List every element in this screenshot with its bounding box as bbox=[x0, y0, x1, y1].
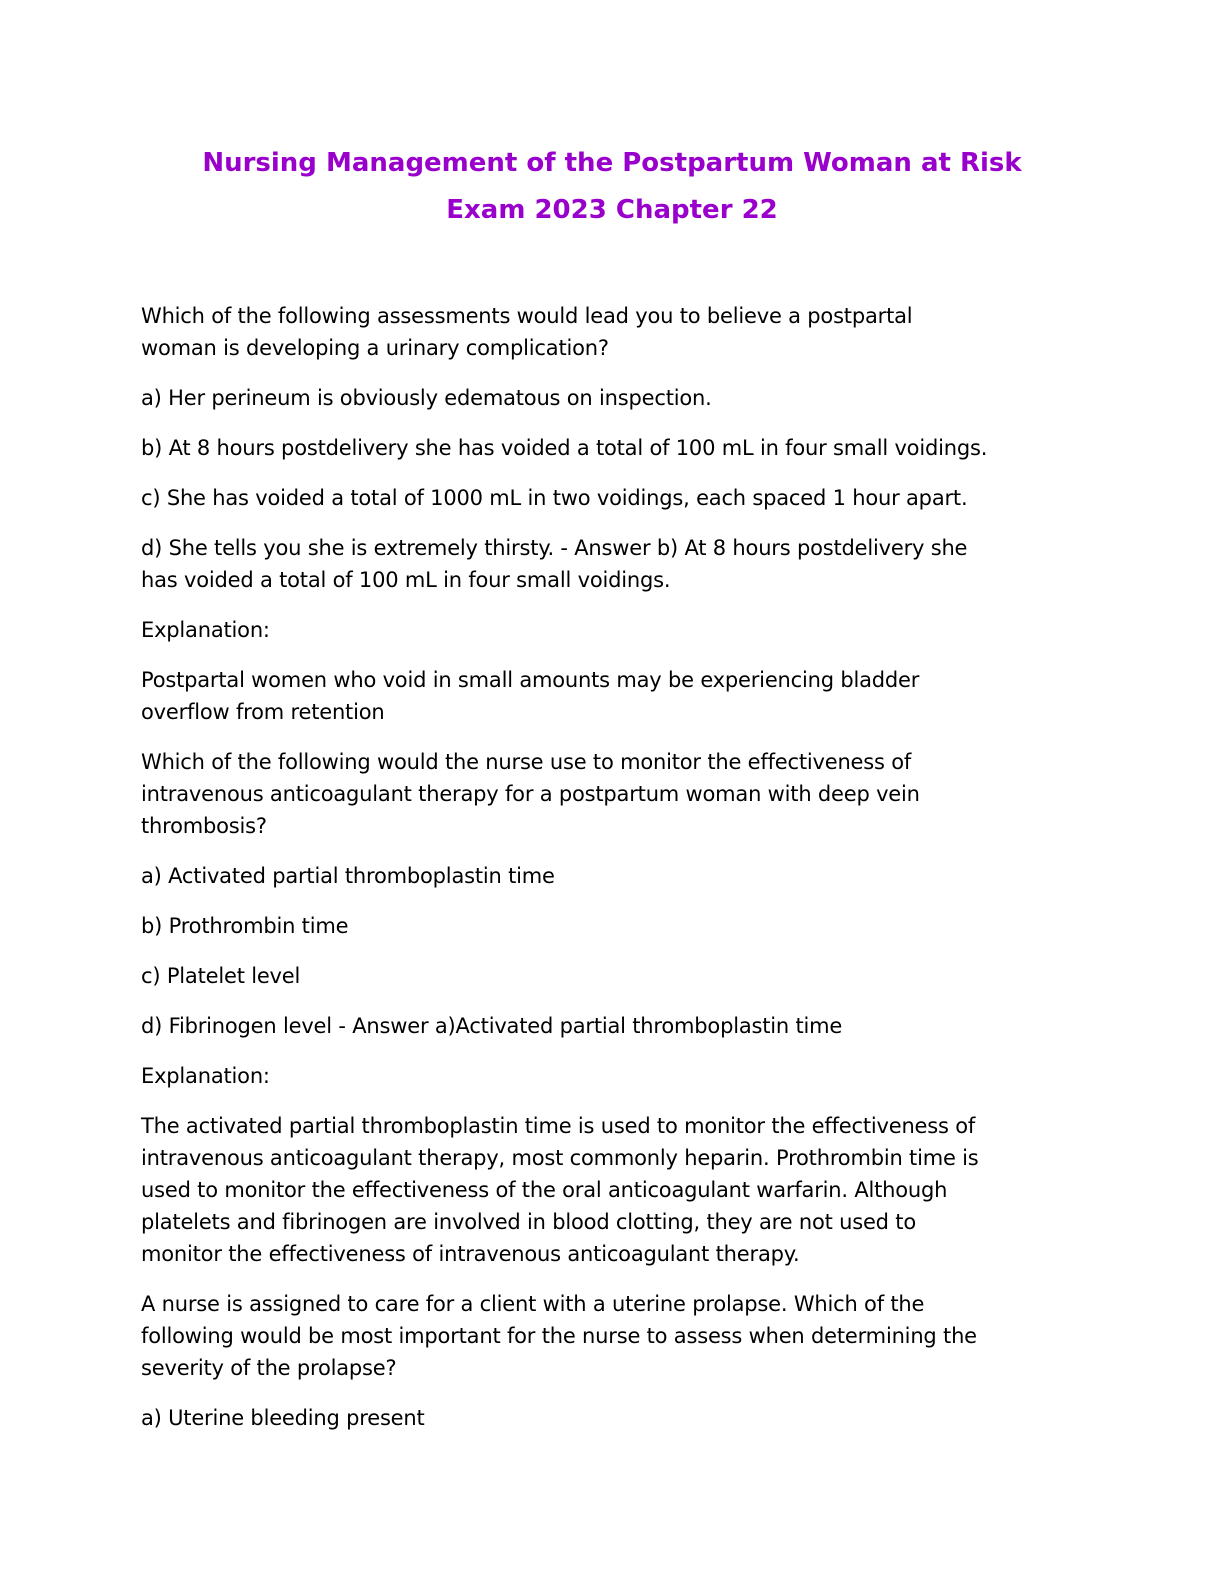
question-2-explanation-label: Explanation: bbox=[141, 1064, 270, 1088]
question-3-option-a: a) Uterine bleeding present bbox=[141, 1406, 425, 1430]
question-2-option-d-answer: d) Fibrinogen level - Answer a)Activated partial thromboplastin time bbox=[141, 1014, 843, 1038]
question-3-stem: A nurse is assigned to care for a client with a uterine prolapse. Which of the following would be most important for the nurse to assess when determining the severity of the prolapse? bbox=[141, 1292, 977, 1380]
question-1-option-b: b) At 8 hours postdelivery she has voided a total of 100 mL in four small voidings. bbox=[141, 436, 988, 460]
question-1-option-c: c) She has voided a total of 1000 mL in two voidings, each spaced 1 hour apart. bbox=[141, 486, 968, 510]
title-line-1: Nursing Management of the Postpartum Woman at Risk bbox=[202, 148, 1022, 178]
question-2-explanation: The activated partial thromboplastin time is used to monitor the effectiveness of intravenous anticoagulant therapy, most commonly heparin. Prothrombin time is used to monitor the effectiveness of the oral anticoagulant warfarin. Although platelets and fibrinogen are involved in blood clotting, they are not used to monitor the effectiveness of intravenous anticoagulant therapy. bbox=[141, 1114, 979, 1266]
page-title bbox=[120, 140, 1104, 234]
question-1-explanation-label: Explanation: bbox=[141, 618, 270, 642]
question-2-option-a: a) Activated partial thromboplastin time bbox=[141, 864, 555, 888]
title-line-2: Exam 2023 Chapter 22 bbox=[446, 195, 778, 225]
question-1-explanation: Postpartal women who void in small amounts may be experiencing bladder overflow from retention bbox=[141, 668, 920, 724]
question-1-option-a: a) Her perineum is obviously edematous on inspection. bbox=[141, 386, 712, 410]
document-body bbox=[141, 300, 1091, 1452]
question-2-option-b: b) Prothrombin time bbox=[141, 914, 349, 938]
question-2-option-c: c) Platelet level bbox=[141, 964, 301, 988]
question-1-stem: Which of the following assessments would lead you to believe a postpartal woman is developing a urinary complication? bbox=[141, 304, 913, 360]
question-2-stem: Which of the following would the nurse use to monitor the effectiveness of intravenous anticoagulant therapy for a postpartum woman with deep vein thrombosis? bbox=[141, 750, 920, 838]
question-1-option-d-answer: d) She tells you she is extremely thirsty. - Answer b) At 8 hours postdelivery she has voided a total of 100 mL in four small voidings. bbox=[141, 536, 968, 592]
